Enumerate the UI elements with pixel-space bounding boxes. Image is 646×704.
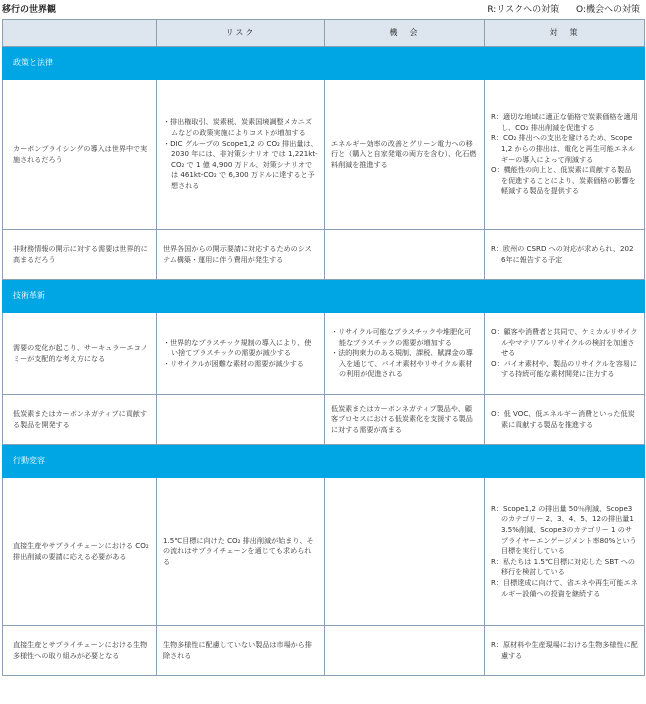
risk-bullet: ・ リサイクルが困難な素材の需要が減少する xyxy=(163,359,318,370)
risk-bullet: ・ 世界的なプラスチック規制の導入により、使い捨てプラスチックの需要が減少する xyxy=(163,338,318,359)
transition-table xyxy=(2,19,645,676)
row-opportunity xyxy=(325,478,485,626)
risk-bullet: ・ 排出権取引、炭素税、炭素国境調整メカニズムなどの政策実施によりコストが増加する xyxy=(163,117,318,138)
row-risk xyxy=(157,80,325,230)
header-opportunity: 機 会 xyxy=(325,20,485,47)
section-label: 政策と法律 xyxy=(3,47,645,80)
header-risk: リスク xyxy=(157,20,325,47)
row-opportunity: エネルギー効率の改善とグリーン電力への移行と（購入と自家発電の両方を含む）、化石燃料削減を推進する xyxy=(325,80,485,230)
opportunity-bullet: ・ リサイクル可能なプラスチックや堆肥化可能なプラスチックの需要が増加する xyxy=(331,327,478,348)
section-row-policy xyxy=(3,47,645,80)
row-measures xyxy=(485,395,645,445)
measure-item: O：低 VOC、低エネルギー消費といった低炭素に貢献する製品を推進する xyxy=(491,408,635,429)
row-item: カーボンプライシングの導入は世界中で実施されるだろう xyxy=(3,80,157,230)
page-title: 移行の世界観 xyxy=(2,5,57,15)
legend-opportunity: O:機会への対策 xyxy=(576,5,640,15)
section-row-tech xyxy=(3,280,645,313)
section-label: 技術革新 xyxy=(3,280,645,313)
measure-item: O：顧客や消費者と共同で、ケミカルリサイクルやマテリアルリサイクルの検討を加速させる xyxy=(491,326,638,358)
table-row xyxy=(3,478,645,626)
row-item: 直接生産やサプライチェーンにおける CO₂ 排出削減の要請に応える必要がある xyxy=(3,478,157,626)
table-row xyxy=(3,230,645,280)
section-row-behavior xyxy=(3,445,645,478)
measure-item: O：機能性の向上と、低炭素に貢献する製品を促進することにより、炭素価格の影響を軽減する製品を提供する xyxy=(491,165,636,196)
row-opportunity xyxy=(325,313,485,395)
row-risk: 1.5℃目標に向けた CO₂ 排出削減が始まり、その流れはサプライチェーンを通じても求められる xyxy=(157,478,325,626)
row-measures xyxy=(485,80,645,230)
measure-item: R：原材料や生産現場における生物多様性に配慮する xyxy=(491,639,638,660)
measure-item: R：Scope1,2 の排出量 50％削減、Scope3のカテゴリー 2、3、4、5、12の排出量13.5%削減、Scope3のカテゴリー 1 のサプライヤーエンゲージメント率80%という目標を実行している xyxy=(491,503,637,556)
section-label: 行動変容 xyxy=(3,445,645,478)
row-item: 非財務情報の開示に対する需要は世界的に高まるだろう xyxy=(3,230,157,280)
measure-item: R：CO₂ 排出への支出を避けるため、Scope1,2 からの排出は、電化と再生可能エネルギーの導入によって削減する xyxy=(491,133,636,164)
row-opportunity xyxy=(325,230,485,280)
table-row xyxy=(3,80,645,230)
measure-item: R：目標達成に向けて、省エネや再生可能エネルギー設備への投資を継続する xyxy=(491,578,638,598)
row-measures xyxy=(485,313,645,395)
opportunity-bullet: ・ 法的拘束力のある規制、課税、賦課金の導入を通じて、バイオ素材やリサイクル素材の利用が促進される xyxy=(331,348,478,380)
row-risk xyxy=(157,395,325,445)
row-risk: 世界各国からの開示要請に対応するためのシステム構築・運用に伴う費用が発生する xyxy=(157,230,325,280)
row-opportunity: 低炭素またはカーボンネガティブ製品や、顧客プロセスにおける低炭素化を支援する製品に対する需要が高まる xyxy=(325,395,485,445)
header-blank xyxy=(3,20,157,47)
measure-item: R：適切な地域に適正な価格で炭素価格を適用し、CO₂ 排出削減を促進する xyxy=(491,111,638,132)
row-measures xyxy=(485,230,645,280)
legend-risk: R:リスクへの対策 xyxy=(487,5,560,15)
measure-item: R：私たちは 1.5℃目標に対応した SBT への移行を検討している xyxy=(491,556,635,577)
row-measures xyxy=(485,626,645,676)
legend xyxy=(473,2,640,15)
row-item: 需要の変化が起こり、サーキュラーエコノミーが支配的な考え方になる xyxy=(3,313,157,395)
header-measures: 対 策 xyxy=(485,20,645,47)
row-risk: 生物多様性に配慮していない製品は市場から排除される xyxy=(157,626,325,676)
row-opportunity xyxy=(325,626,485,676)
risk-bullet: ・ DIC グループの Scope1,2 の CO₂ 排出量は、2030 年には、非対策シナリオ では 1,221kt-CO₂ で 1 億 4,900 万ドル、対策シナリオでは 461kt-CO₂ で 6,300 万ドルに達すると予想される xyxy=(163,139,318,192)
row-measures xyxy=(485,478,645,626)
table-row xyxy=(3,395,645,445)
top-bar xyxy=(0,0,646,18)
row-item: 直接生産とサプライチェーンにおける生物多様性への取り組みが必要となる xyxy=(3,626,157,676)
row-item: 低炭素またはカーボンネガティブに貢献する製品を開発する xyxy=(3,395,157,445)
measure-item: R：欧州の CSRD への対応が求められ、2026年に報告する予定 xyxy=(491,243,634,264)
row-risk xyxy=(157,313,325,395)
table-row xyxy=(3,313,645,395)
measure-item: O：バイオ素材や、製品のリサイクルを容易にする持続可能な素材開発に注力する xyxy=(491,358,638,379)
table-header-row xyxy=(3,20,645,47)
table-row xyxy=(3,626,645,676)
